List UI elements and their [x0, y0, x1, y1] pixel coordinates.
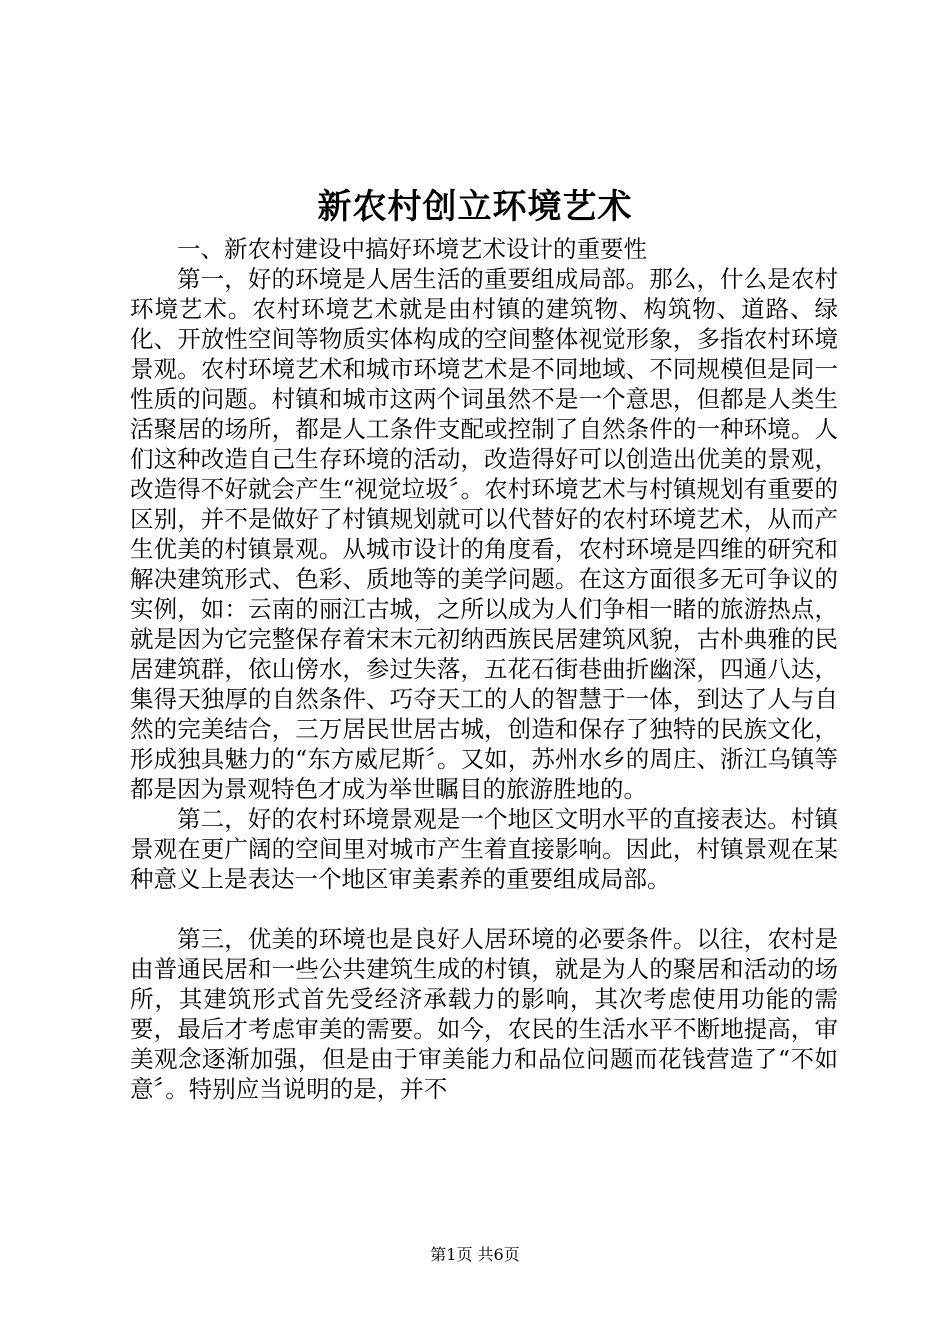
document-title: 新农村创立环境艺术 [317, 187, 633, 227]
page-number-footer: 第1页 共6页 [430, 1245, 520, 1264]
paragraph-third: 第三，优美的环境也是良好人居环境的必要条件。以往，农村是由普通民居和一些公共建筑生成的村镇，就是为人的聚居和活动的场所，其建筑形式首先受经济承载力的影响，其次考虑使用功能的需要，最后才考虑审美的需要。如今，农民的生活水平不断地提高，审美观念逐渐加强，但是由于审美能力和品位问题而花钱营造了“不如意〞。特别应当说明的是，并不 [130, 925, 838, 1103]
paragraph-second: 第二，好的农村环境景观是一个地区文明水平的直接表达。村镇景观在更广阔的空间里对城市产生着直接影响。因此，村镇景观在某种意义上是表达一个地区审美素养的重要组成局部。 [130, 805, 838, 893]
section-heading: 一、新农村建设中搞好环境艺术设计的重要性 [177, 235, 647, 263]
paragraph-first: 第一，好的环境是人居生活的重要组成局部。那么，什么是农村环境艺术。农村环境艺术就是由村镇的建筑物、构筑物、道路、绿化、开放性空间等物质实体构成的空间整体视觉形象，多指农村环境景观。农村环境艺术和城市环境艺术是不同地域、不同规模但是同一性质的问题。村镇和城市这两个词虽然不是一个意思，但都是人类生活聚居的场所，都是人工条件支配或控制了自然条件的一种环境。人们这种改造自己生存环境的活动，改造得好可以创造出优美的景观，改造得不好就会产生“视觉垃圾〞。农村环境艺术与村镇规划有重要的区别，并不是做好了村镇规划就可以代替好的农村环境艺术，从而产生优美的村镇景观。从城市设计的角度看，农村环境是四维的研究和解决建筑形式、色彩、质地等的美学问题。在这方面很多无可争议的实例，如：云南的丽江古城，之所以成为人们争相一睹的旅游热点，就是因为它完整保存着宋末元初纳西族民居建筑风貌，古朴典雅的民居建筑群，依山傍水，参过失落，五花石街巷曲折幽深，四通八达，集得天独厚的自然条件、巧夺天工的人的智慧于一体，到达了人与自然的完美结合，三万居民世居古城，创造和保存了独特的民族文化，形成独具魅力的“东方威尼斯〞。又如，苏州水乡的周庄、浙江乌镇等都是因为景观特色才成为举世瞩目的旅游胜地的。 [130, 265, 838, 803]
document-body [130, 234, 838, 1104]
